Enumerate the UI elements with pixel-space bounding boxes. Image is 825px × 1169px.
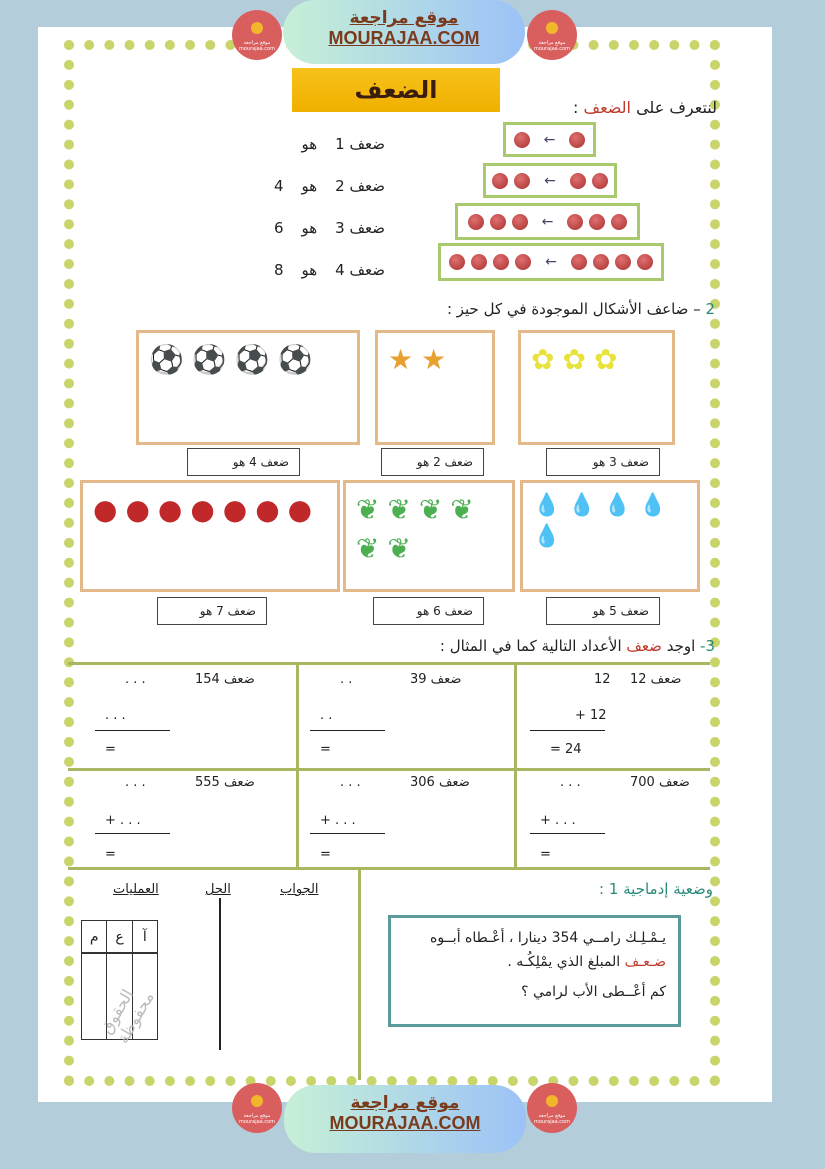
banner-arabic: موقع مراجعة [350,1093,460,1113]
shape-box [375,330,495,445]
cell-result: = 24 [550,742,582,757]
cell-label: ضعف 700 [630,775,690,790]
answer-label[interactable]: ضعف 7 هو [157,597,267,625]
leaf-icon: ❦ [387,532,411,565]
pyramid-row [438,243,664,281]
star-icon: ★ [421,343,447,376]
problem-question: كم أعْــطى الأب لرامي ؟ [521,984,666,1000]
example-row: ضعف 4 هو 8 [273,261,385,279]
operations-header: العمليات [113,882,159,897]
flower-icon: ✿ [562,343,586,376]
ball-icon [611,214,627,230]
cell-result: = [540,847,551,862]
example-row: ضعف 1 هو [301,135,385,153]
answer-label[interactable]: ضعف 2 هو [381,448,484,476]
sum-line [95,730,170,731]
arrow-left-icon: ← [545,254,557,270]
ball-icon [615,254,631,270]
ball-icon [589,214,605,230]
banner-site: MOURAJAA.COM [328,28,480,48]
ball-icon [637,254,653,270]
ball-icon [515,254,531,270]
ball-icon [468,214,484,230]
logo-badge-left [232,1083,282,1133]
ball-icon [514,132,530,148]
apple-icon: ● [255,493,280,526]
flower-icon: ✿ [531,343,555,376]
logo-badge-left [232,10,282,60]
logo-badge-right [527,10,577,60]
cell-label: ضعف 39 [410,672,462,687]
cell-result: = [105,847,116,862]
col-header: آ [133,921,157,954]
logo-badge-right [527,1083,577,1133]
apple-icon: ● [222,493,248,526]
sum-line [310,730,385,731]
problem-line: يـمْـلِـك رامــي 354 دينارا ، أعْـطاه أبــوه [430,930,666,946]
badge-text: موقع مراجعة mourajaa.com [238,1113,275,1125]
football-icon: ⚽ [234,343,270,376]
badge-text: موقع مراجعة mourajaa.com [238,40,275,52]
pyramid-row [503,122,596,157]
cell-value: . . . [560,775,581,790]
q2-heading: 2 – ضاعف الأشكال الموجودة في كل حيز : [446,300,715,318]
cell-line2: + . . . [105,813,141,828]
cell-result: = [320,847,331,862]
page-title: الضعف [292,68,500,112]
shape-box [80,480,340,592]
problem-box [388,915,681,1027]
solution-line [219,898,221,1050]
ball-icon [567,214,583,230]
ball-icon [449,254,465,270]
football-icon: ⚽ [277,343,313,376]
pyramid-row [455,203,640,240]
example-row: ضعف 2 هو 4 [273,177,385,195]
ball-icon [490,214,506,230]
cell-value: . . . [125,775,146,790]
ball-icon [512,214,528,230]
leaf-icon: ❦ [356,493,380,526]
examples-list [235,135,385,303]
cell-label: ضعف 154 [195,672,255,687]
problem-line: ضـعـف المبلغ الذي يمْلِكُـه . [507,954,666,970]
arrow-left-icon: ← [541,213,554,230]
cell-line2: . . [320,708,333,723]
answer-label[interactable]: ضعف 6 هو [373,597,484,625]
doubling-grid [68,662,710,870]
shape-box [520,480,700,592]
site-banner-top[interactable] [283,0,525,64]
cell-value: . . . [340,775,361,790]
badge-text: موقع مراجعة mourajaa.com [533,40,570,52]
cell-value: . . [340,672,353,687]
col-header: ع [107,921,131,954]
cell-result: = [105,742,116,757]
apple-icon: ● [125,493,150,526]
ball-icon [471,254,487,270]
site-banner-bottom[interactable] [284,1085,526,1153]
badge-text: موقع مراجعة mourajaa.com [533,1113,570,1125]
cell-value: 12 [594,672,611,687]
cell-label: ضعف 12 [630,672,682,687]
apple-icon: ● [190,493,215,526]
football-icon: ⚽ [191,343,227,376]
arrow-left-icon: ← [544,172,556,189]
ball-icon [571,254,587,270]
ball-icon [514,173,530,189]
star-icon: ★ [388,343,414,376]
drop-icon: 💧 [568,493,596,518]
leaf-icon: ❦ [356,532,380,565]
leaf-icon: ❦ [418,493,443,526]
apple-icon: ● [157,493,183,526]
example-row: ضعف 3 هو 6 [273,219,385,237]
banner-site: MOURAJAA.COM [329,1113,481,1133]
sum-line [530,730,605,731]
ball-icon [492,173,508,189]
football-icon: ⚽ [149,343,184,376]
intro-heading: لنتعرف على الضعف : [573,98,717,117]
ball-icon [570,173,586,189]
answer-label[interactable]: ضعف 3 هو [546,448,660,476]
banner-arabic: موقع مراجعة [349,8,459,28]
pyramid-row [483,163,617,198]
ball-icon [593,254,609,270]
drop-icon: 💧 [533,524,561,549]
flower-icon: ✿ [593,343,618,376]
ball-icon [493,254,509,270]
cell-line2: . . . [105,708,126,723]
apple-icon: ● [93,493,118,526]
cell-line2: + 12 [575,708,607,723]
leaf-icon: ❦ [387,493,411,526]
cell-line2: + . . . [540,813,576,828]
cell-label: ضعف 555 [195,775,255,790]
problem-heading: وضعية إدماجية 1 : [599,880,713,898]
q3-heading: 3- اوجد ضعف الأعداد التالية كما في المثال : [439,637,715,655]
arrow-left-icon: ← [543,131,556,148]
cell-line2: + . . . [320,813,356,828]
shape-box [136,330,360,445]
watermark: الحقوق محفوظة [96,985,158,1047]
solution-header: الحل [205,882,231,897]
shape-box [343,480,515,592]
sum-line [310,833,385,834]
drop-icon: 💧 [639,493,667,518]
apple-icon: ● [287,493,313,526]
shape-box [518,330,675,445]
answer-header: الجواب [280,882,319,897]
col-header: م [82,921,106,954]
sum-line [530,833,605,834]
answer-label[interactable]: ضعف 4 هو [187,448,300,476]
cell-value: . . . [125,672,146,687]
cell-label: ضعف 306 [410,775,470,790]
ball-icon [592,173,608,189]
drop-icon: 💧 [533,493,561,518]
cell-result: = [320,742,331,757]
answer-label[interactable]: ضعف 5 هو [546,597,660,625]
ball-icon [569,132,585,148]
drop-icon: 💧 [603,493,632,518]
sum-line [95,833,170,834]
divider [358,870,361,1080]
leaf-icon: ❦ [450,493,474,526]
